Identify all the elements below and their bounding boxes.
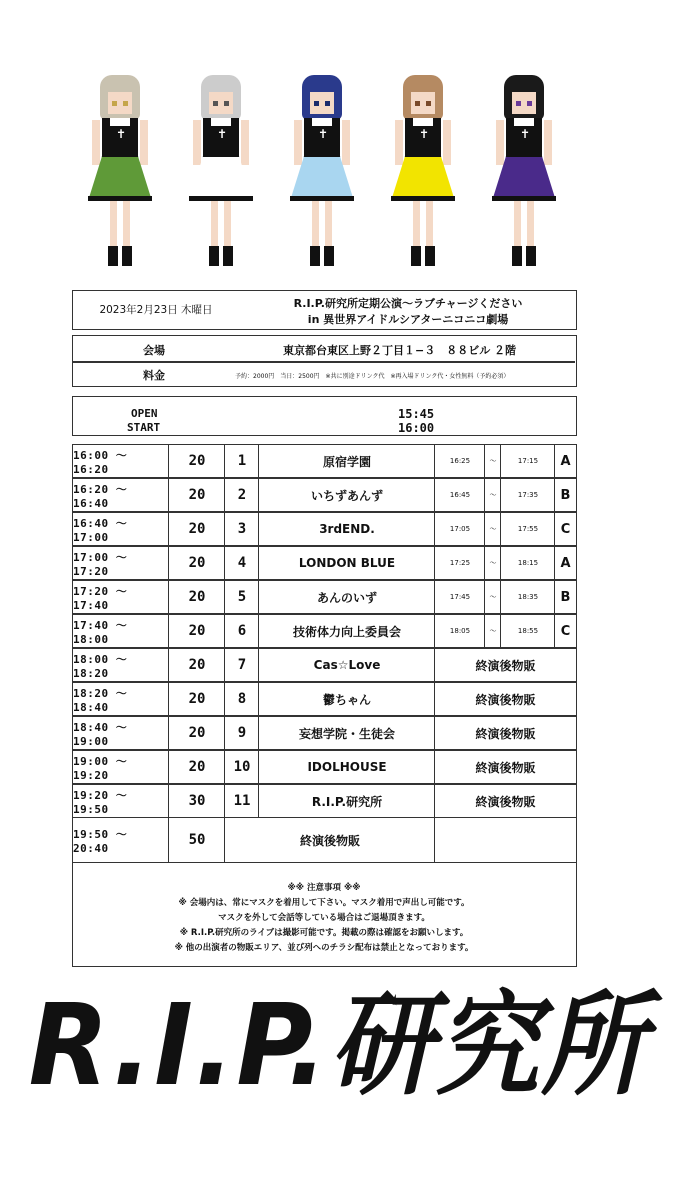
character-eye: [314, 101, 319, 106]
venue-label: 会場: [143, 344, 165, 357]
slot-duration: 20: [168, 580, 226, 614]
character-collar: [413, 118, 433, 126]
character-skirt-hem: [88, 196, 152, 201]
slot-time: 17:40 〜 18:00: [72, 614, 170, 648]
character-collar: [211, 118, 231, 126]
timetable-row: [72, 716, 577, 750]
timetable-row: [72, 580, 577, 614]
timetable-row: [72, 478, 577, 512]
slot-time: 18:20 〜 18:40: [72, 682, 170, 716]
timetable-row: [72, 682, 577, 716]
merch-area: B: [554, 478, 577, 512]
performer-name: いちずあんず: [258, 478, 436, 512]
character-skirt-hem: [189, 196, 253, 201]
character-leg: [224, 201, 231, 246]
final-merch-label: 終演後物販: [224, 817, 436, 863]
performer-name: 技術体力向上委員会: [258, 614, 436, 648]
start-label: START: [127, 421, 161, 434]
rip-logo-text: R.I.P.研究所: [28, 979, 648, 1111]
merch-note: 終演後物販: [434, 648, 577, 682]
slot-time: 19:20 〜 19:50: [72, 784, 170, 818]
notes-line: ※ 他の出演者の物販エリア、並び列へのチラシ配布は禁止となっております。: [174, 943, 474, 953]
merch-start-time: 17:05: [434, 512, 486, 546]
merch-end-time: 18:15: [500, 546, 556, 580]
timetable-row: [72, 614, 577, 648]
character-collar: [514, 118, 534, 126]
character-eye: [213, 101, 218, 106]
slot-time: 16:40 〜 17:00: [72, 512, 170, 546]
merch-note: 終演後物販: [434, 784, 577, 818]
timetable-row: [72, 512, 577, 546]
event-header: [72, 290, 577, 330]
character-shoe: [512, 246, 522, 266]
slot-duration: 20: [168, 478, 226, 512]
character-eye: [426, 101, 431, 106]
merch-tilde: 〜: [484, 444, 502, 478]
merch-tilde: 〜: [484, 580, 502, 614]
character-skirt-hem: [492, 196, 556, 201]
character-arm: [395, 120, 403, 165]
merch-end-time: 17:15: [500, 444, 556, 478]
merch-note: 終演後物販: [434, 750, 577, 784]
idol-character: [70, 70, 170, 270]
slot-duration: 20: [168, 444, 226, 478]
character-eye: [527, 101, 532, 106]
cross-icon: ✝: [419, 127, 430, 141]
character-eye: [415, 101, 420, 106]
slot-duration: 30: [168, 784, 226, 818]
character-arm: [496, 120, 504, 165]
performer-name: R.I.P.研究所: [258, 784, 436, 818]
slot-time: 16:00 〜 16:20: [72, 444, 170, 478]
slot-duration: 20: [168, 648, 226, 682]
cross-icon: ✝: [217, 127, 228, 141]
final-time: 19:50 〜 20:40: [72, 817, 170, 863]
timetable-row: [72, 546, 577, 580]
performer-name: 原宿学園: [258, 444, 436, 478]
notes-box: [72, 862, 577, 967]
character-leg: [413, 201, 420, 246]
merch-area: A: [554, 546, 577, 580]
timetable-row: [72, 648, 577, 682]
performer-name: 妄想学院・生徒会: [258, 716, 436, 750]
timetable-row: [72, 750, 577, 784]
cross-icon: ✝: [116, 127, 127, 141]
character-collar: [312, 118, 332, 126]
character-leg: [325, 201, 332, 246]
slot-time: 16:20 〜 16:40: [72, 478, 170, 512]
merch-area: B: [554, 580, 577, 614]
event-title-line1: R.I.P.研究所定期公演〜ラブチャージください: [293, 296, 523, 310]
cross-icon: ✝: [318, 127, 329, 141]
character-eye: [123, 101, 128, 106]
character-leg: [527, 201, 534, 246]
slot-number: 3: [224, 512, 260, 546]
merch-start-time: 16:25: [434, 444, 486, 478]
character-shoe: [411, 246, 421, 266]
character-arm: [342, 120, 350, 165]
venue-divider: [73, 361, 575, 363]
character-leg: [312, 201, 319, 246]
slot-duration: 20: [168, 682, 226, 716]
character-arm: [241, 120, 249, 165]
slot-number: 10: [224, 750, 260, 784]
character-arm: [294, 120, 302, 165]
slot-number: 5: [224, 580, 260, 614]
character-skirt-hem: [391, 196, 455, 201]
slot-number: 2: [224, 478, 260, 512]
start-time: 16:00: [398, 421, 435, 435]
slot-duration: 20: [168, 546, 226, 580]
character-skirt-hem: [290, 196, 354, 201]
character-shoe: [310, 246, 320, 266]
character-shoe: [108, 246, 118, 266]
idol-character: [272, 70, 372, 270]
idol-character: [373, 70, 473, 270]
cross-icon: ✝: [520, 127, 531, 141]
rip-logo: [22, 975, 654, 1115]
slot-number: 8: [224, 682, 260, 716]
character-shoe: [209, 246, 219, 266]
character-eye: [224, 101, 229, 106]
merch-note: 終演後物販: [434, 716, 577, 750]
final-duration: 50: [168, 817, 226, 863]
open-time: 15:45: [398, 407, 435, 421]
character-eye: [112, 101, 117, 106]
idol-character: [171, 70, 271, 270]
character-leg: [211, 201, 218, 246]
slot-number: 6: [224, 614, 260, 648]
notes-line: ※ 会場内は、常にマスクを着用して下さい。マスク着用で声出し可能です。: [178, 898, 470, 908]
character-eye: [325, 101, 330, 106]
notes-title: ※※ 注意事項 ※※: [287, 883, 361, 893]
merch-end-time: 18:55: [500, 614, 556, 648]
character-shoe: [526, 246, 536, 266]
timetable-row: [72, 784, 577, 818]
final-row: [72, 817, 577, 863]
slot-number: 9: [224, 716, 260, 750]
character-shoe: [425, 246, 435, 266]
character-arm: [140, 120, 148, 165]
slot-number: 11: [224, 784, 260, 818]
performer-name: 3rdEND.: [258, 512, 436, 546]
merch-start-time: 18:05: [434, 614, 486, 648]
character-illustrations: [70, 70, 595, 270]
performer-name: IDOLHOUSE: [258, 750, 436, 784]
slot-duration: 20: [168, 614, 226, 648]
character-shoe: [223, 246, 233, 266]
open-start-box: [72, 396, 577, 436]
character-leg: [110, 201, 117, 246]
character-shoe: [122, 246, 132, 266]
slot-number: 4: [224, 546, 260, 580]
merch-tilde: 〜: [484, 546, 502, 580]
venue-address: 東京都台東区上野２丁目１−３ ８８ビル ２階: [283, 344, 517, 357]
slot-duration: 20: [168, 750, 226, 784]
venue-price-box: [72, 335, 577, 387]
merch-start-time: 16:45: [434, 478, 486, 512]
character-arm: [443, 120, 451, 165]
slot-number: 7: [224, 648, 260, 682]
final-empty-cell: [434, 817, 577, 863]
merch-start-time: 17:25: [434, 546, 486, 580]
merch-tilde: 〜: [484, 614, 502, 648]
slot-time: 18:00 〜 18:20: [72, 648, 170, 682]
character-shoe: [324, 246, 334, 266]
character-leg: [426, 201, 433, 246]
character-collar: [110, 118, 130, 126]
event-date: 2023年2月23日 木曜日: [99, 304, 213, 316]
merch-end-time: 17:55: [500, 512, 556, 546]
slot-time: 17:20 〜 17:40: [72, 580, 170, 614]
slot-time: 19:00 〜 19:20: [72, 750, 170, 784]
merch-area: C: [554, 512, 577, 546]
merch-tilde: 〜: [484, 512, 502, 546]
merch-area: A: [554, 444, 577, 478]
notes-line: マスクを外して会話等している場合はご退場頂きます。: [218, 913, 430, 923]
character-arm: [193, 120, 201, 165]
idol-character: [474, 70, 574, 270]
merch-start-time: 17:45: [434, 580, 486, 614]
merch-area: C: [554, 614, 577, 648]
slot-duration: 20: [168, 512, 226, 546]
price-detail: 予約：2000円 当日：2500円 ※共に別途ドリンク代 ※再入場ドリンク代・女性無料（予約必須）: [235, 373, 510, 380]
slot-duration: 20: [168, 716, 226, 750]
open-label: OPEN: [131, 407, 158, 420]
price-label: 料金: [143, 369, 165, 382]
performer-name: Cas☆Love: [258, 648, 436, 682]
timetable-row: [72, 444, 577, 478]
performer-name: あんのいず: [258, 580, 436, 614]
character-arm: [544, 120, 552, 165]
performer-name: 鬱ちゃん: [258, 682, 436, 716]
merch-end-time: 18:35: [500, 580, 556, 614]
slot-number: 1: [224, 444, 260, 478]
character-leg: [123, 201, 130, 246]
event-title-line2: in 異世界アイドルシアターニコニコ劇場: [307, 312, 509, 326]
slot-time: 18:40 〜 19:00: [72, 716, 170, 750]
merch-tilde: 〜: [484, 478, 502, 512]
character-arm: [92, 120, 100, 165]
merch-end-time: 17:35: [500, 478, 556, 512]
slot-time: 17:00 〜 17:20: [72, 546, 170, 580]
character-leg: [514, 201, 521, 246]
merch-note: 終演後物販: [434, 682, 577, 716]
performer-name: LONDON BLUE: [258, 546, 436, 580]
character-eye: [516, 101, 521, 106]
notes-line: ※ R.I.P.研究所のライブは撮影可能です。掲載の際は確認をお願いします。: [179, 928, 469, 938]
